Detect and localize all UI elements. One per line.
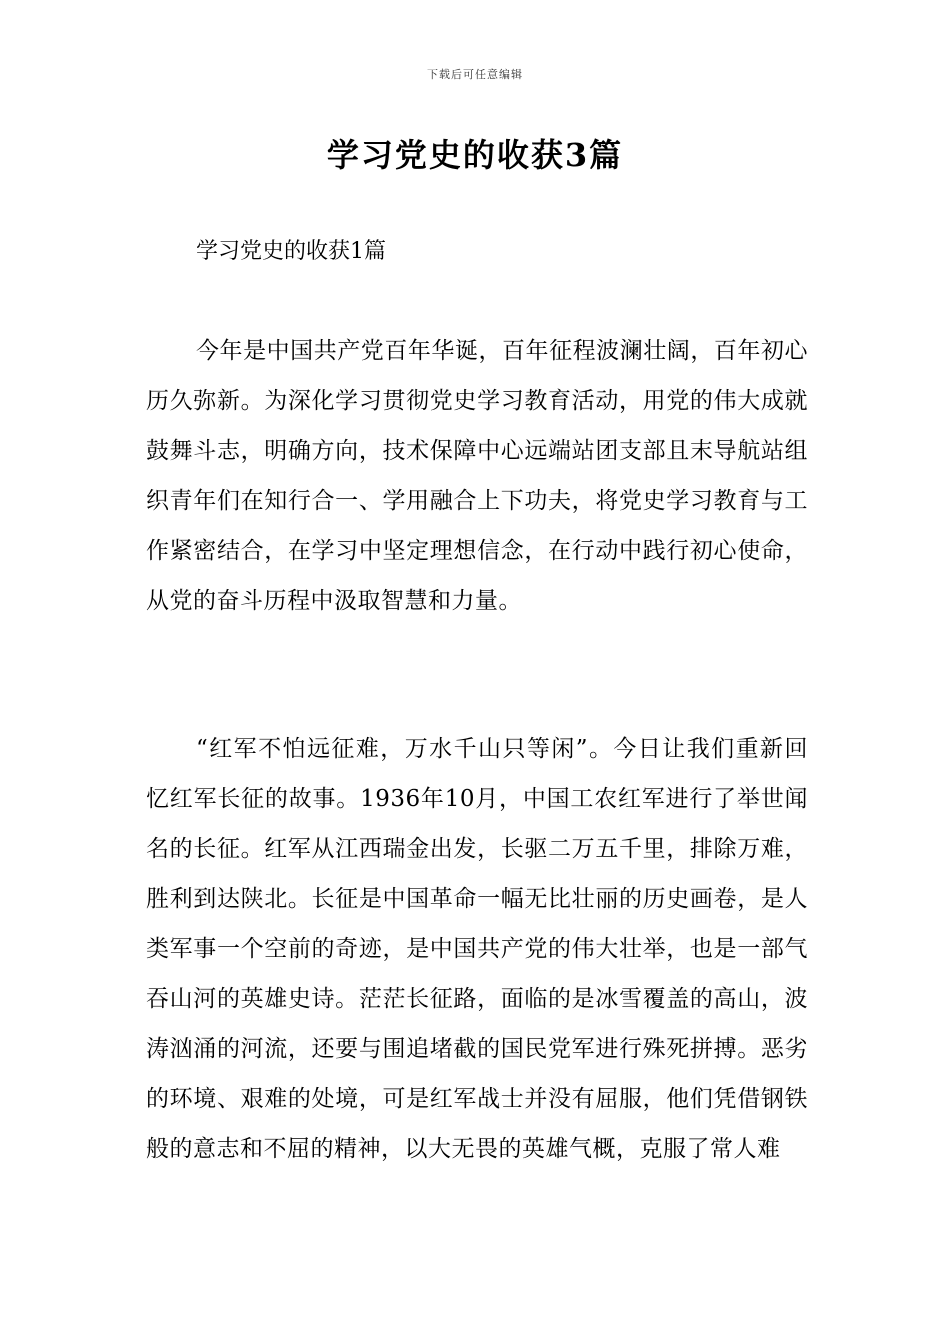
document-title: 学习党史的收获3篇 <box>326 136 624 174</box>
paragraph: 今年是中国共产党百年华诞，百年征程波澜壮阔，百年初心历久弥新。为深化学习贯彻党史学习教育活动，用党的伟大成就鼓舞斗志，明确方向，技术保障中心远端站团支部且末导航站组织青年们在知行合一、学用融合上下功夫，将党史学习教育与工作紧密结合，在学习中坚定理想信念，在行动中践行初心使命，从党的奋斗历程中汲取智慧和力量。 <box>146 338 808 614</box>
section-heading: 学习党史的收获1篇 <box>196 239 386 264</box>
header-note: 下载后可任意编辑 <box>427 68 523 81</box>
paragraph: “红军不怕远征难，万水千山只等闲”。今日让我们重新回忆红军长征的故事。1936年10月，中国工农红军进行了举世闻名的长征。红军从江西瑞金出发，长驱二万五千里，排除万难，胜利到达陕北。长征是中国革命一幅无比壮丽的历史画卷，是人类军事一个空前的奇迹，是中国共产党的伟大壮举，也是一部气吞山河的英雄史诗。茫茫长征路，面临的是冰雪覆盖的高山，波涛汹涌的河流，还要与围追堵截的国民党军进行殊死拼搏。恶劣的环境、艰难的处境，可是红军战士并没有屈服，他们凭借钢铁般的意志和不屈的精神，以大无畏的英雄气概，克服了常人难 <box>146 736 808 1162</box>
